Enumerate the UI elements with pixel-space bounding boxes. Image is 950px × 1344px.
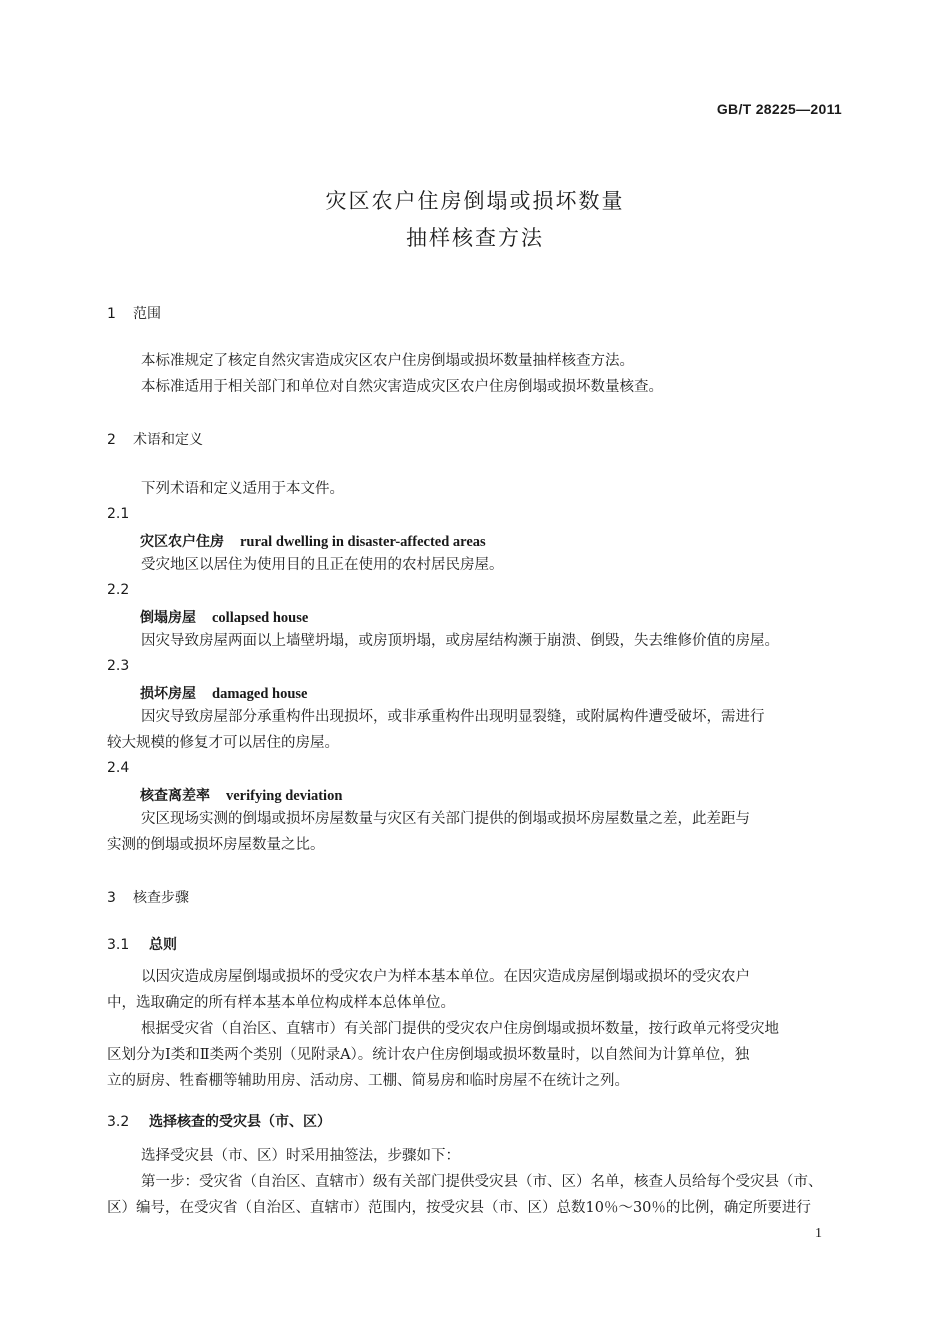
- section-3-heading: [107, 887, 189, 907]
- section-title: 范围: [133, 306, 161, 322]
- subsection-title: 总则: [149, 937, 177, 953]
- term-chinese: 倒塌房屋: [140, 610, 196, 626]
- term-entry: [140, 785, 342, 805]
- term-entry: [140, 683, 307, 703]
- term-english: damaged house: [212, 686, 308, 702]
- document-title-line1: 灾区农户住房倒塌或损坏数量: [325, 189, 625, 213]
- term-definition: 灾区现场实测的倒塌或损坏房屋数量与灾区有关部门提供的倒塌或损坏房屋数量之差，此差距与: [141, 811, 750, 827]
- term-english: collapsed house: [212, 610, 309, 626]
- paragraph-cont: 立的厨房、牲畜棚等辅助用房、活动房、工棚、简易房和临时房屋不在统计之列。: [107, 1073, 629, 1089]
- term-definition-cont: 实测的倒塌或损坏房屋数量之比。: [107, 837, 325, 853]
- paragraph: 下列术语和定义适用于本文件。: [141, 481, 344, 497]
- paragraph-cont: 区）编号，在受灾省（自治区、直辖市）范围内，按受灾县（市、区）总数10％～30％的比例，确定所要进行: [107, 1200, 811, 1216]
- subsection-title: 选择核查的受灾县（市、区）: [149, 1114, 331, 1130]
- term-definition-cont: 较大规模的修复才可以居住的房屋。: [107, 735, 339, 751]
- section-title: 核查步骤: [133, 890, 189, 906]
- term-chinese: 核查离差率: [140, 788, 210, 804]
- subsection-3-1-heading: [107, 934, 177, 954]
- paragraph: 以因灾造成房屋倒塌或损坏的受灾农户为样本基本单位。在因灾造成房屋倒塌或损坏的受灾农户: [141, 969, 750, 985]
- term-english: rural dwelling in disaster-affected areas: [240, 534, 486, 550]
- term-english: verifying deviation: [226, 788, 343, 804]
- section-number: 2: [107, 432, 116, 448]
- subsection-number: 3.1: [107, 937, 130, 953]
- subsection-number: 3.2: [107, 1114, 130, 1130]
- term-chinese: 灾区农户住房: [140, 534, 224, 550]
- document-title-line2: 抽样核查方法: [406, 226, 544, 250]
- term-number: 2.4: [107, 760, 130, 776]
- paragraph: 选择受灾县（市、区）时采用抽签法，步骤如下：: [141, 1148, 460, 1164]
- term-entry: [140, 531, 486, 551]
- term-definition: 因灾导致房屋两面以上墙壁坍塌，或房顶坍塌，或房屋结构濒于崩溃、倒毁，失去维修价值的房屋。: [141, 633, 779, 649]
- section-number: 3: [107, 890, 116, 906]
- term-definition: 受灾地区以居住为使用目的且正在使用的农村居民房屋。: [141, 557, 504, 573]
- page-number: 1: [815, 1226, 822, 1241]
- paragraph: 根据受灾省（自治区、直辖市）有关部门提供的受灾农户住房倒塌或损坏数量，按行政单元将受灾地: [141, 1021, 779, 1037]
- paragraph-cont: 中，选取确定的所有样本基本单位构成样本总体单位。: [107, 995, 455, 1011]
- paragraph: 本标准规定了核定自然灾害造成灾区农户住房倒塌或损坏数量抽样核查方法。: [141, 353, 634, 369]
- section-number: 1: [107, 306, 116, 322]
- paragraph: 第一步：受灾省（自治区、直辖市）级有关部门提供受灾县（市、区）名单，核查人员给每个受灾县（市、: [141, 1174, 823, 1190]
- term-chinese: 损坏房屋: [140, 686, 196, 702]
- paragraph-cont: 区划分为Ⅰ类和Ⅱ类两个类别（见附录A）。统计农户住房倒塌或损坏数量时，以自然间为计算单位，独: [107, 1047, 750, 1063]
- paragraph: 本标准适用于相关部门和单位对自然灾害造成灾区农户住房倒塌或损坏数量核查。: [141, 379, 663, 395]
- section-title: 术语和定义: [133, 432, 203, 448]
- term-definition: 因灾导致房屋部分承重构件出现损坏，或非承重构件出现明显裂缝，或附属构件遭受破坏，需进行: [141, 709, 765, 725]
- term-number: 2.1: [107, 506, 130, 522]
- term-number: 2.2: [107, 582, 130, 598]
- term-entry: [140, 607, 308, 627]
- standard-number: GB/T 28225—2011: [716, 101, 842, 117]
- subsection-3-2-heading: [107, 1111, 331, 1131]
- section-2-heading: [107, 429, 203, 449]
- term-number: 2.3: [107, 658, 130, 674]
- section-1-heading: [107, 303, 161, 323]
